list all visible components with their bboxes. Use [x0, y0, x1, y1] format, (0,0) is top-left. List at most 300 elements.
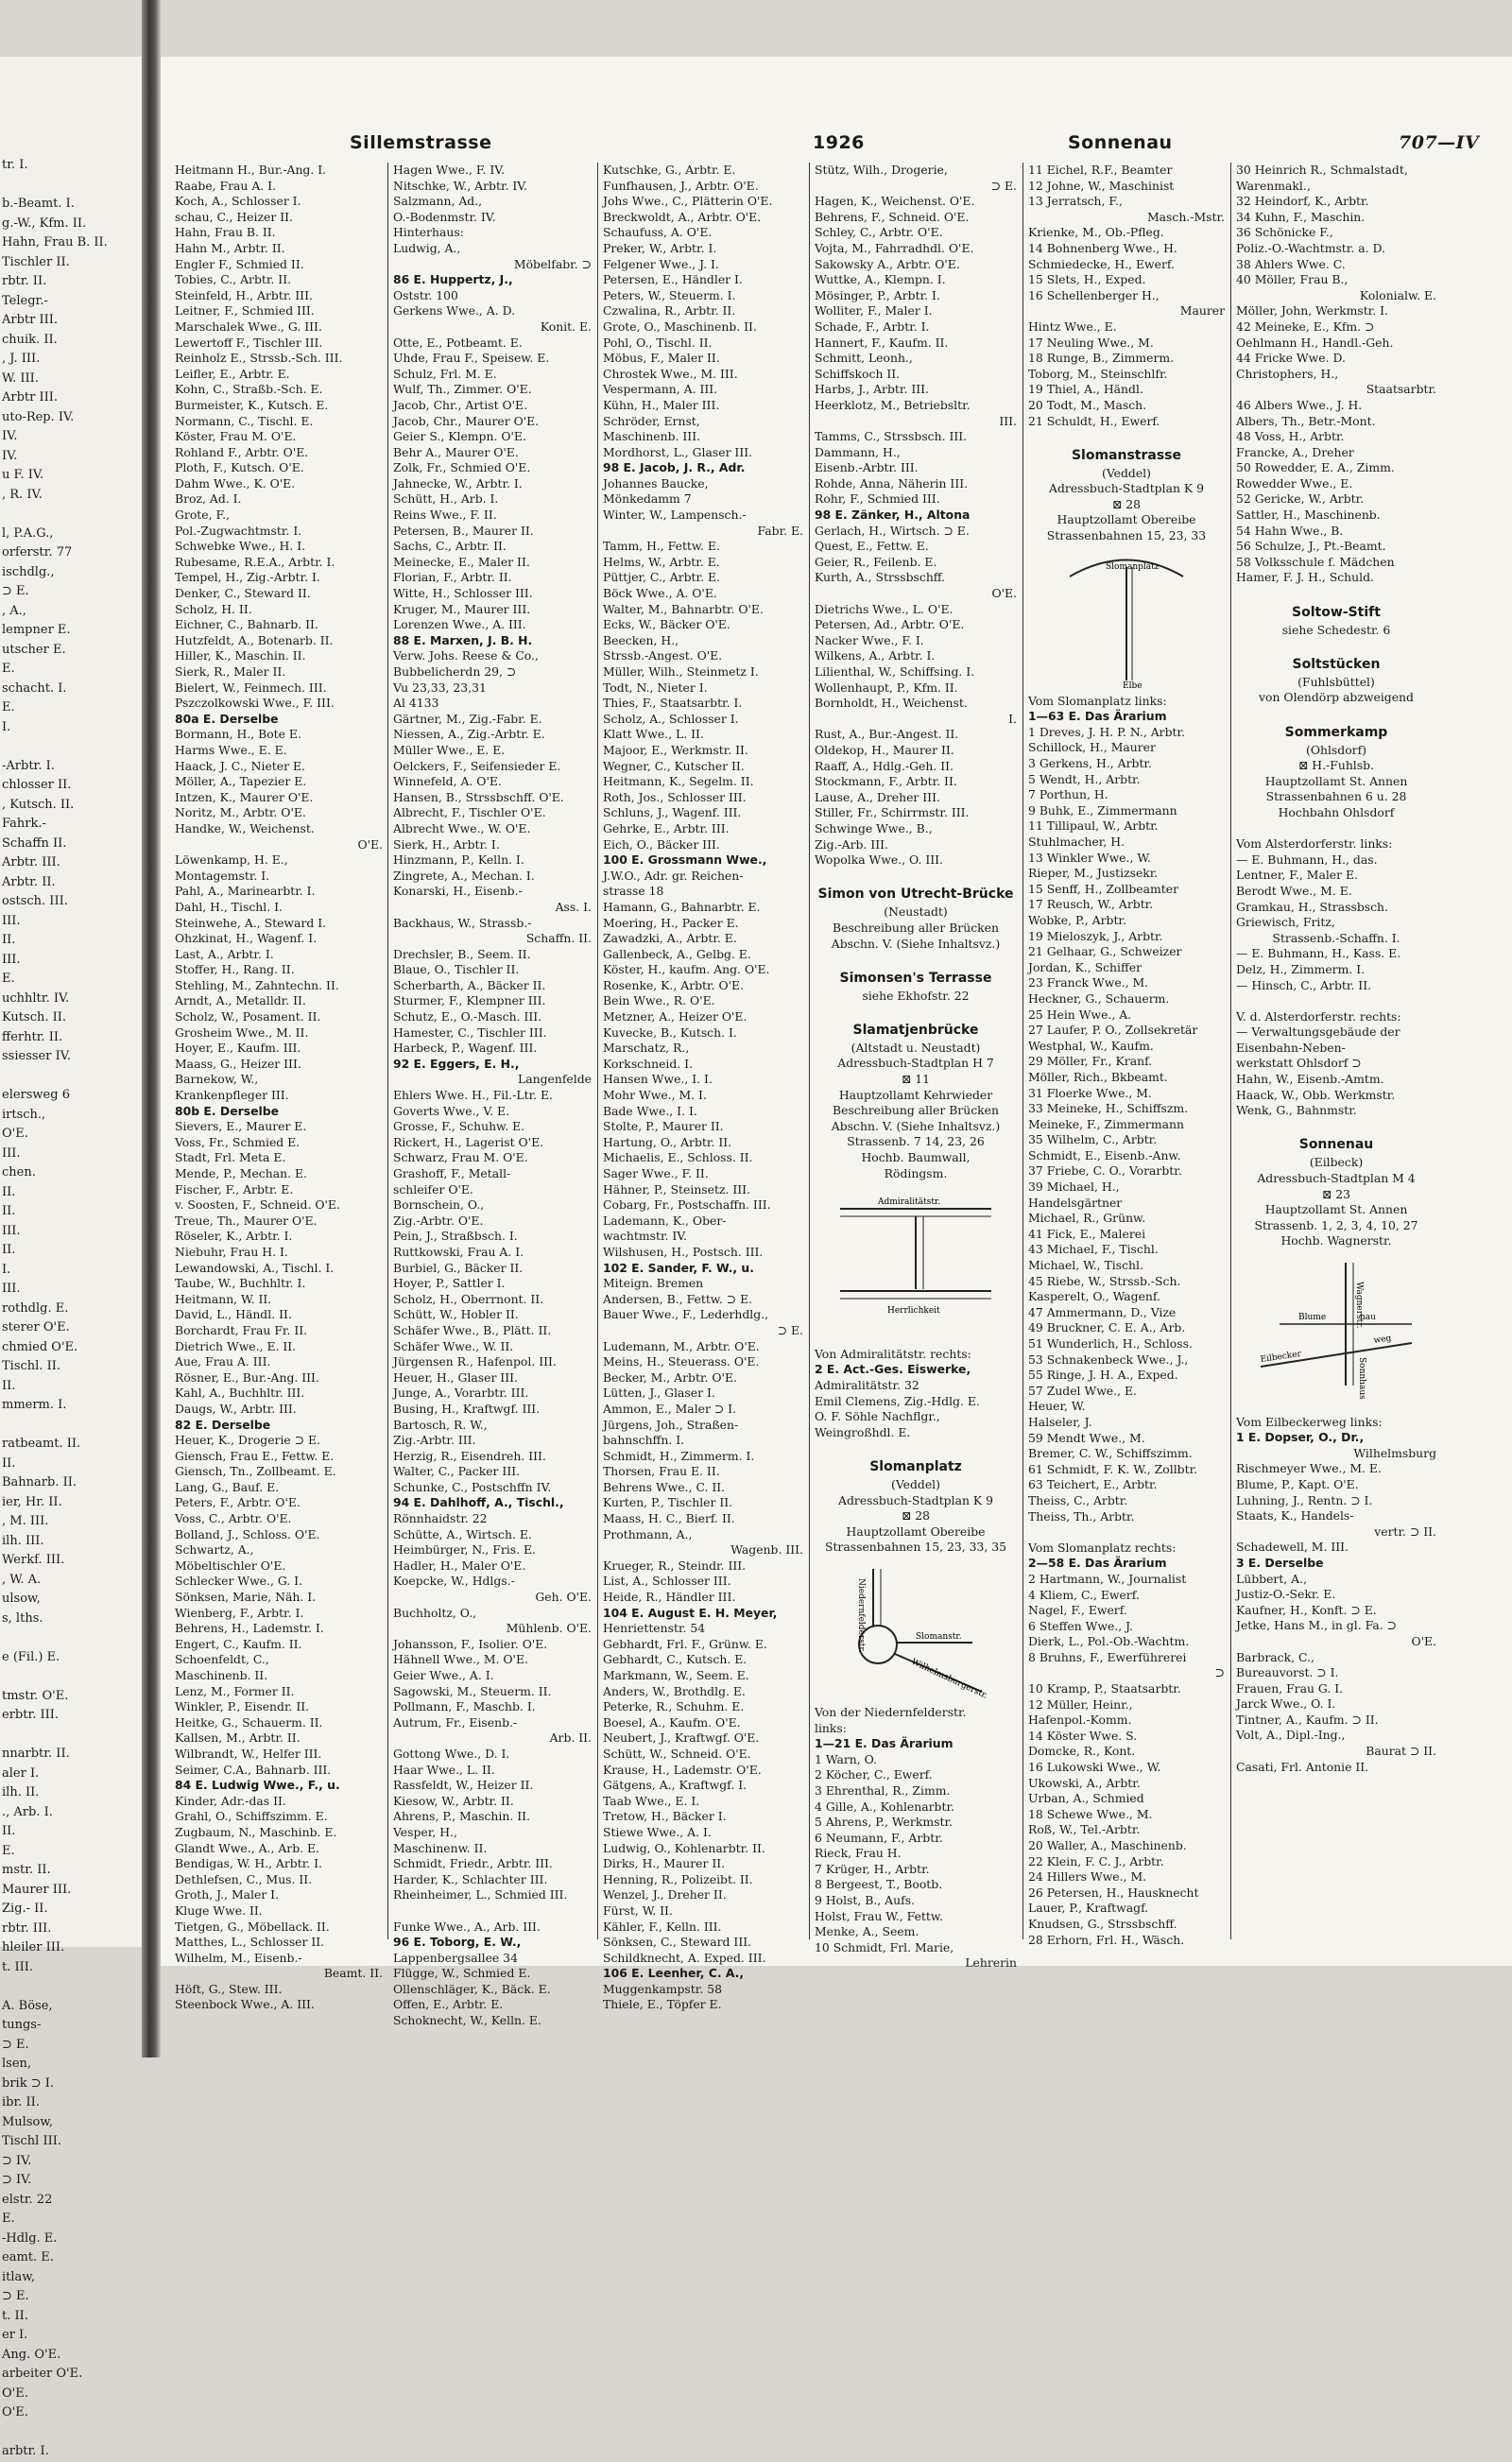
column-5: [1028, 163, 1225, 1958]
resident-entry: Broz, Ad. I.: [175, 491, 242, 507]
resident-entry: Maschinenb. II.: [175, 1668, 268, 1682]
resident-entry: Scholz, H. II.: [175, 601, 252, 616]
resident-entry: Leitner, F., Schmied III.: [175, 303, 315, 319]
house-number-entry: 84 E. Ludwig Wwe., F., u.: [175, 1778, 340, 1793]
resident-entry: Röseler, K., Arbtr. I.: [175, 1229, 293, 1244]
resident-entry: ⊃ E.: [777, 1322, 803, 1337]
facing-page-line: rbtr. III.: [2, 1920, 52, 1936]
resident-entry: Vesper, H.,: [393, 1824, 457, 1839]
facing-page-line: t. III.: [2, 1959, 34, 1974]
resident-entry: Verw. Johs. Reese & Co.,: [393, 648, 539, 663]
resident-entry: Thorsen, Frau E. II.: [603, 1464, 720, 1479]
resident-entry: Volt, A., Dipl.-Ing.,: [1236, 1728, 1346, 1743]
resident-entry: Mühlenb. O'E.: [506, 1621, 592, 1636]
facing-page-line: s, lths.: [2, 1610, 43, 1626]
resident-entry: Schley, C., Arbtr. O'E.: [815, 225, 943, 240]
facing-page-line: lsen,: [2, 2057, 32, 2071]
street-info-line: (Eilbeck): [1309, 1155, 1364, 1170]
resident-entry: Majoor, E., Werkmstr. II.: [603, 742, 748, 757]
resident-entry: David, L., Händl. II.: [175, 1307, 292, 1322]
facing-page-line: rothdlg. E.: [2, 1300, 69, 1316]
resident-entry: 8 Bergeest, T., Bootb.: [815, 1877, 943, 1892]
facing-page-line: Mulsow,: [2, 2114, 54, 2129]
resident-entry: 39 Michael, H.,: [1028, 1179, 1120, 1195]
facing-page-line: -Hdlg. E.: [2, 2230, 58, 2246]
facing-page-line: [0, 505, 132, 525]
resident-entry: Barnekow, W.,: [175, 1072, 259, 1087]
resident-entry: Tamms, C., Strssbsch. III.: [815, 429, 968, 444]
resident-entry: Henning, R., Polizeibt. II.: [603, 1871, 753, 1886]
resident-entry: Kallsen, M., Arbtr. II.: [175, 1730, 301, 1746]
resident-entry: Hagen Wwe., F. IV.: [393, 163, 506, 177]
resident-entry: Stiller, Fr., Schirrmstr. III.: [815, 805, 970, 820]
resident-entry: Lübbert, A.,: [1236, 1571, 1308, 1586]
street-info-line: Hauptzollamt St. Annen: [1264, 773, 1408, 788]
street-heading: Slomanstrasse: [1071, 447, 1182, 463]
resident-entry: 10 Kramp, P., Staatsarbtr.: [1028, 1681, 1181, 1696]
resident-entry: Stoffer, H., Rang. II.: [175, 962, 295, 977]
resident-entry: 54 Hahn Wwe., B.: [1236, 523, 1344, 538]
resident-entry: 1 Dreves, J. H. P. N., Arbtr.: [1028, 724, 1185, 739]
resident-entry: 5 Wendt, H., Arbtr.: [1028, 771, 1141, 786]
resident-entry: 24 Hillers Wwe., M.: [1028, 1869, 1147, 1885]
street-heading: Sommerkamp: [1284, 724, 1388, 740]
street-map: [815, 1559, 1017, 1701]
resident-entry: Strssb.-Angest. O'E.: [603, 648, 723, 663]
resident-entry: Schoknecht, W., Kelln. E.: [393, 2013, 541, 2028]
facing-page-line: ilh. III.: [2, 1533, 44, 1548]
resident-entry: J.W.O., Adr. gr. Reichen-: [603, 868, 744, 883]
resident-entry: Maschinenw. II.: [393, 1840, 488, 1855]
section-note: Vom Alsterdorferstr. links:: [1236, 836, 1393, 852]
resident-entry: Preker, W., Arbtr. I.: [603, 240, 717, 255]
facing-page-line: Zig.- II.: [2, 1902, 48, 1916]
resident-entry: Michaelis, E., Schloss. II.: [603, 1150, 753, 1165]
resident-entry: Eich, O., Bäcker III.: [603, 836, 720, 852]
resident-entry: Schadewell, M. III.: [1236, 1540, 1349, 1555]
resident-entry: Vespermann, A. III.: [603, 382, 718, 397]
street-info-line: Adressbuch-Stadtplan H 7: [837, 1056, 994, 1071]
resident-entry: Geier S., Klempn. O'E.: [393, 429, 526, 444]
facing-page-line: chen.: [2, 1165, 36, 1179]
page-number: 707—IV: [1399, 132, 1480, 153]
resident-entry: Oldekop, H., Maurer II.: [815, 742, 954, 757]
resident-entry: Rowedder Wwe., E.: [1236, 475, 1353, 491]
house-number-entry: 1—63 E. Das Ärarium: [1028, 709, 1167, 724]
resident-entry: Jacob, Chr., Artist O'E.: [393, 397, 528, 412]
resident-entry: Ploth, F., Kutsch. O'E.: [175, 460, 304, 475]
resident-entry: Giensch, Frau E., Fettw. E.: [175, 1448, 335, 1463]
facing-page-line: Maurer III.: [2, 1882, 72, 1897]
resident-entry: Hintz Wwe., E.: [1028, 319, 1117, 334]
facing-page-line: I.: [2, 1262, 11, 1277]
resident-entry: Ludwig, A.,: [393, 240, 461, 255]
page-header: [161, 132, 1512, 161]
map-figure: [815, 1559, 1017, 1701]
column-3: [603, 163, 803, 2012]
resident-entry: Bauer Wwe., F., Lederhdlg.,: [603, 1307, 769, 1322]
resident-entry: Ludwig, O., Kohlenarbtr. II.: [603, 1840, 765, 1855]
facing-page-line: l, P.A.G.,: [2, 525, 54, 541]
resident-entry: Hutzfeldt, A., Botenarb. II.: [175, 632, 334, 647]
facing-page-line: Tischl. II.: [2, 1359, 60, 1373]
resident-entry: Zolk, Fr., Schmied O'E.: [393, 460, 531, 475]
facing-page-line: O'E.: [2, 2405, 28, 2419]
resident-entry: Winnefeld, A. O'E.: [393, 774, 502, 789]
resident-entry: Voss, Fr., Schmied E.: [175, 1134, 301, 1149]
resident-entry: Wilbrandt, W., Helfer III.: [175, 1746, 322, 1761]
resident-entry: 55 Ringe, J. H. A., Exped.: [1028, 1368, 1178, 1383]
resident-entry: Pohl, O., Tischl. II.: [603, 335, 713, 350]
resident-entry: Tietgen, G., Möbellack. II.: [175, 1919, 330, 1934]
resident-entry: Rheinheimer, L., Schmied III.: [393, 1887, 568, 1902]
house-number-entry: 2—58 E. Das Ärarium: [1028, 1556, 1167, 1571]
resident-entry: Schutz, E., O.-Masch. III.: [393, 1009, 542, 1024]
resident-entry: Noritz, M., Arbtr. O'E.: [175, 805, 306, 820]
resident-entry: Scholz, A., Schlosser I.: [603, 711, 739, 726]
facing-page-line: ⊃ IV.: [2, 2153, 32, 2168]
resident-entry: Bremer, C. W., Schiffszimm.: [1028, 1446, 1193, 1461]
resident-entry: Sager Wwe., F. II.: [603, 1166, 709, 1180]
resident-entry: [815, 952, 1017, 968]
resident-entry: Geier Wwe., A. I.: [393, 1668, 494, 1682]
facing-page-line: rbtr. II.: [2, 274, 47, 288]
facing-page-line: eamt. E.: [2, 2250, 54, 2264]
resident-entry: Scholz, W., Posament. II.: [175, 1009, 321, 1024]
resident-entry: Funfhausen, J., Arbtr. O'E.: [603, 178, 759, 193]
resident-entry: Stadt, Frl. Meta E.: [175, 1150, 286, 1165]
house-number-entry: 96 E. Toborg, E. W.,: [393, 1935, 522, 1950]
resident-entry: Steinfeld, H., Arbtr. III.: [175, 287, 313, 302]
resident-entry: Rubesame, R.E.A., Arbtr. I.: [175, 554, 335, 569]
section-note: Von der Niedernfelderstr.: [815, 1704, 967, 1719]
resident-entry: Behrens, H., Lademstr. I.: [175, 1621, 324, 1636]
resident-entry: 61 Schmidt, F. K. W., Zollbtr.: [1028, 1461, 1198, 1476]
resident-entry: Last, A., Arbtr. I.: [175, 946, 274, 961]
resident-entry: Schmiedecke, H., Ewerf.: [1028, 256, 1175, 271]
resident-entry: Bornholdt, H., Weichenst.: [815, 696, 968, 711]
resident-entry: Konit. E.: [540, 319, 592, 334]
resident-entry: Schluns, J., Wagenf. III.: [603, 805, 742, 820]
resident-entry: Kuvecke, B., Kutsch. I.: [603, 1024, 737, 1040]
resident-entry: Warenmakl.,: [1236, 178, 1311, 193]
resident-entry: Kurth, A., Strssbschff.: [815, 570, 946, 585]
resident-entry: Schmidt, E., Eisenb.-Anw.: [1028, 1147, 1181, 1162]
resident-entry: v. Soosten, F., Schneid. O'E.: [175, 1197, 340, 1213]
resident-entry: Lütten, J., Glaser I.: [603, 1386, 715, 1401]
resident-entry: [815, 1440, 1017, 1456]
resident-entry: Andersen, B., Fettw. ⊃ E.: [603, 1291, 753, 1306]
resident-entry: Dahl, H., Tischl. I.: [175, 899, 283, 914]
facing-page-line: [0, 737, 132, 757]
resident-entry: Nacker Wwe., F. I.: [815, 632, 924, 647]
facing-page-line: W. III.: [2, 370, 39, 386]
resident-entry: Grosheim Wwe., M. II.: [175, 1024, 309, 1040]
resident-entry: Reins Wwe., F. II.: [393, 508, 497, 523]
resident-entry: 32 Heindorf, K., Arbtr.: [1236, 194, 1369, 209]
house-number-entry: 1—21 E. Das Ärarium: [815, 1736, 954, 1751]
resident-entry: Grote, F.,: [175, 508, 231, 523]
resident-entry: Heuer, W.: [1028, 1399, 1086, 1414]
street-info-line: ⊠ 11: [901, 1072, 931, 1087]
facing-page-line: tmstr. O'E.: [2, 1688, 69, 1703]
street-info-line: Rödingsm.: [884, 1165, 948, 1180]
resident-entry: Arb. II.: [549, 1730, 592, 1746]
resident-entry: strasse 18: [603, 884, 664, 899]
resident-entry: Czwalina, R., Arbtr. II.: [603, 303, 736, 319]
resident-entry: Grashoff, F., Metall-: [393, 1166, 511, 1180]
resident-entry: [815, 869, 1017, 885]
resident-entry: Seimer, C.A., Bahnarb. III.: [175, 1762, 332, 1777]
facing-page-line: ilh. II.: [2, 1785, 40, 1799]
resident-entry: Vojta, M., Fahrradhdl. O'E.: [815, 240, 974, 255]
resident-entry: Lauer, P., Kraftwagf.: [1028, 1901, 1149, 1916]
resident-entry: Rieper, M., Justizsekr.: [1028, 866, 1159, 881]
facing-page-line: Hahn, Frau B. II.: [2, 235, 108, 250]
street-info-line: Strassenb.-Schaffn. I.: [1272, 930, 1400, 945]
resident-entry: Schaufuss, A. O'E.: [603, 225, 713, 240]
street-info-line: Beschreibung aller Brücken: [833, 920, 999, 935]
resident-entry: Ruttkowski, Frau A. I.: [393, 1244, 524, 1259]
resident-entry: Behr A., Maurer O'E.: [393, 444, 519, 459]
street-info-line: Hochbahn Ohlsdorf: [1278, 804, 1395, 819]
resident-entry: Pszczolkowski Wwe., F. III.: [175, 696, 335, 711]
resident-entry: Schunke, C., Postschffn IV.: [393, 1479, 552, 1494]
resident-entry: Löwenkamp, H. E.,: [175, 852, 288, 868]
resident-entry: Bartosch, R. W.,: [393, 1417, 488, 1432]
resident-entry: werkstatt Ohlsdorf ⊃: [1236, 1056, 1362, 1071]
facing-page-line: II.: [2, 1204, 16, 1218]
resident-entry: Hamester, C., Tischler III.: [393, 1024, 547, 1040]
street-map: [815, 1185, 1017, 1327]
resident-entry: Bureauvorst. ⊃ I.: [1236, 1665, 1339, 1680]
resident-entry: Maschinenb. III.: [603, 429, 701, 444]
resident-entry: Fabr. E.: [757, 523, 803, 538]
resident-entry: Walter, M., Bahnarbtr. O'E.: [603, 601, 764, 616]
resident-entry: Schade, F., Arbtr. I.: [815, 319, 930, 334]
resident-entry: Muggenkampstr. 58: [603, 1981, 722, 1996]
facing-page-line: uchhltr. IV.: [2, 990, 70, 1006]
resident-entry: Hahn M., Arbtr. II.: [175, 240, 285, 255]
header-year: 1926: [813, 132, 865, 153]
house-number-entry: 100 E. Grossmann Wwe.,: [603, 852, 767, 868]
resident-entry: Domcke, R., Kont.: [1028, 1744, 1136, 1759]
facing-page-line: ssiesser IV.: [2, 1049, 71, 1063]
resident-entry: Wenzel, J., Dreher II.: [603, 1887, 727, 1902]
resident-entry: Handke, W., Weichenst.: [175, 820, 315, 835]
resident-entry: Rohde, Anna, Näherin III.: [815, 475, 969, 491]
resident-entry: 29 Möller, Fr., Kranf.: [1028, 1054, 1153, 1069]
resident-entry: Bade Wwe., I. I.: [603, 1103, 697, 1118]
resident-entry: Rassfeldt, W., Heizer II.: [393, 1778, 534, 1793]
facing-page-line: -Arbtr. I.: [2, 758, 55, 773]
facing-page-line: arbtr. I.: [2, 2444, 49, 2458]
resident-entry: 7 Porthun, H.: [1028, 787, 1108, 802]
resident-entry: Bubbelicherdn 29, ⊃: [393, 664, 517, 679]
facing-page-line: chmied O'E.: [2, 1339, 78, 1354]
facing-page-line: hleiler III.: [2, 1940, 65, 1954]
resident-entry: Kruger, M., Maurer III.: [393, 601, 531, 616]
resident-entry: Backhaus, W., Strassb.-: [393, 915, 532, 930]
facing-page-line: ratbeamt. II.: [2, 1437, 81, 1451]
resident-entry: Marschalek Wwe., G. III.: [175, 319, 322, 334]
resident-entry: Menke, A., Seem.: [815, 1924, 919, 1939]
resident-entry: Wulf, Th., Zimmer. O'E.: [393, 382, 532, 397]
facing-page-line: Bahnarb. II.: [2, 1475, 77, 1489]
header-right-street: Sonnenau: [1068, 132, 1173, 153]
resident-entry: III.: [999, 413, 1017, 428]
street-info-line: Adressbuch-Stadtplan K 9: [1049, 481, 1204, 496]
resident-entry: 2 Hartmann, W., Journalist: [1028, 1571, 1187, 1586]
resident-entry: Hoyer, P., Sattler I.: [393, 1276, 506, 1291]
resident-entry: Gebhardt, Frl. F., Grünw. E.: [603, 1636, 767, 1651]
resident-entry: Petersen, B., Maurer II.: [393, 523, 534, 538]
map-label: Wagnerstr.: [1354, 1282, 1364, 1329]
resident-entry: Mösinger, P., Arbtr. I.: [815, 287, 940, 302]
resident-entry: Eichner, C., Bahnarb. II.: [175, 617, 318, 632]
street-info-line: Hochb. Wagnerstr.: [1280, 1233, 1392, 1248]
street-info-line: Strassenb. 1, 2, 3, 4, 10, 27: [1254, 1217, 1418, 1232]
resident-entry: Peterke, R., Schuhm. E.: [603, 1699, 745, 1714]
street-info-line: siehe Schedestr. 6: [1281, 622, 1391, 637]
street-heading: Slomanplatz: [869, 1458, 962, 1474]
resident-entry: 26 Petersen, H., Hausknecht: [1028, 1885, 1199, 1900]
resident-entry: Schoenfeldt, C.,: [175, 1652, 269, 1667]
resident-entry: Hartung, O., Arbtr. II.: [603, 1134, 732, 1149]
resident-entry: Zig.-Arb. III.: [815, 836, 888, 852]
resident-entry: Sönksen, C., Steward III.: [603, 1935, 752, 1950]
resident-entry: Wilshusen, H., Postsch. III.: [603, 1244, 764, 1259]
facing-page-line: [0, 1667, 132, 1687]
resident-entry: Beecken, H.,: [603, 632, 679, 647]
resident-entry: 20 Waller, A., Maschinenb.: [1028, 1838, 1187, 1852]
resident-entry: O'E.: [1411, 1633, 1436, 1648]
column-6: [1236, 163, 1436, 1958]
resident-entry: Möller, A., Tapezier E.: [175, 774, 307, 789]
street-info-line: Hauptzollamt Obereibe: [1057, 512, 1196, 527]
resident-entry: [1236, 821, 1436, 837]
facing-page-line: ostsch. III.: [2, 894, 68, 908]
resident-entry: 31 Floerke Wwe., M.: [1028, 1085, 1152, 1100]
facing-page-line: [0, 1416, 132, 1436]
resident-entry: Staats, K., Handels-: [1236, 1508, 1354, 1524]
resident-entry: Daugs, W., Arbtr. III.: [175, 1401, 297, 1416]
resident-entry: 15 Senff, H., Zollbeamter: [1028, 881, 1178, 896]
resident-entry: Witte, H., Schlosser III.: [393, 586, 533, 601]
street-info-line: Hauptzollamt Obereibe: [846, 1524, 986, 1539]
street-info-line: (Fuhlsbüttel): [1297, 674, 1375, 689]
resident-entry: Thies, F., Staatsarbtr. I.: [603, 696, 743, 711]
resident-entry: Bolland, J., Schloss. O'E.: [175, 1526, 320, 1541]
resident-entry: Taube, W., Buchhltr. I.: [175, 1276, 306, 1291]
resident-entry: Hahn, W., Eisenb.-Amtm.: [1236, 1072, 1384, 1087]
facing-page-line: II.: [2, 1455, 16, 1471]
resident-entry: Sievers, E., Maurer E.: [175, 1119, 307, 1134]
resident-entry: Geh. O'E.: [535, 1590, 592, 1605]
house-number-entry: 106 E. Leenher, C. A.,: [603, 1966, 745, 1981]
resident-entry: Borchardt, Frau Fr. II.: [175, 1322, 308, 1337]
resident-entry: O'E.: [991, 586, 1017, 601]
resident-entry: Holst, Frau W., Fettw.: [815, 1908, 943, 1923]
resident-entry: Hahn, Frau B. II.: [175, 225, 276, 240]
facing-page-line: O'E.: [2, 1127, 28, 1141]
resident-entry: [1236, 1119, 1436, 1135]
house-number-entry: 2 E. Act.-Ges. Eiswerke,: [815, 1362, 971, 1377]
resident-entry: Ludemann, M., Arbtr. O'E.: [603, 1338, 760, 1353]
facing-page-line: E.: [2, 700, 15, 714]
facing-page-line: [0, 1067, 132, 1087]
resident-entry: Al 4133: [393, 696, 439, 711]
resident-entry: Wobke, P., Arbtr.: [1028, 912, 1126, 927]
house-number-entry: 88 E. Marxen, J. B. H.: [393, 632, 533, 647]
resident-entry: 57 Zudel Wwe., E.: [1028, 1383, 1137, 1398]
facing-page-line: chlosser II.: [2, 778, 72, 792]
resident-entry: Langenfelde: [518, 1072, 592, 1087]
resident-entry: Wollenhaupt, P., Kfm. II.: [815, 680, 958, 695]
resident-entry: 16 Lukowski Wwe., W.: [1028, 1760, 1161, 1775]
resident-entry: — E. Buhmann, H., das.: [1236, 852, 1378, 867]
resident-entry: Hadler, H., Maler O'E.: [393, 1558, 526, 1573]
map-label: Admiralitätstr.: [878, 1197, 941, 1208]
resident-entry: Sachs, C., Arbtr. II.: [393, 539, 507, 554]
resident-entry: Lappenbergsallee 34: [393, 1950, 518, 1965]
resident-entry: Blaue, O., Tischler II.: [393, 962, 520, 977]
resident-entry: Konarski, H., Eisenb.-: [393, 884, 523, 899]
resident-entry: 21 Schuldt, H., Ewerf.: [1028, 413, 1160, 428]
resident-entry: Ass. I.: [555, 899, 592, 914]
resident-entry: Heitmann H., Bur.-Ang. I.: [175, 163, 327, 177]
street-info-line: Adressbuch-Stadtplan M 4: [1257, 1171, 1416, 1186]
resident-entry: Westphal, W., Kaufm.: [1028, 1038, 1154, 1053]
resident-entry: Theiss, C., Arbtr.: [1028, 1492, 1128, 1507]
resident-entry: Kluge Wwe. II.: [175, 1902, 263, 1918]
resident-entry: Rohland F., Arbtr. O'E.: [175, 444, 309, 459]
resident-entry: Autrum, Fr., Eisenb.-: [393, 1714, 518, 1730]
resident-entry: Leifler, E., Arbtr. E.: [175, 366, 290, 381]
resident-entry: Kinder, Adr.-das II.: [175, 1793, 286, 1808]
resident-entry: Petersen, Ad., Arbtr. O'E.: [815, 617, 965, 632]
facing-page-line: E.: [2, 972, 15, 986]
resident-entry: Burbiel, G., Bäcker II.: [393, 1260, 524, 1275]
resident-entry: Bein Wwe., R. O'E.: [603, 993, 715, 1008]
resident-entry: Nitschke, W., Arbtr. IV.: [393, 178, 527, 193]
resident-entry: 35 Wilhelm, C., Arbtr.: [1028, 1132, 1158, 1147]
resident-entry: Dirks, H., Maurer II.: [603, 1856, 726, 1871]
resident-entry: O'E.: [357, 836, 383, 852]
resident-entry: Krankenpfleger III.: [175, 1088, 289, 1103]
facing-page-line: mstr. II.: [2, 1863, 51, 1877]
resident-entry: Urban, A., Schmied: [1028, 1791, 1144, 1806]
facing-page-line: b.-Beamt. I.: [2, 197, 75, 211]
resident-entry: Lang, G., Bauf. E.: [175, 1479, 280, 1494]
resident-entry: 38 Ahlers Wwe. C.: [1236, 256, 1346, 271]
resident-entry: [1236, 1399, 1436, 1415]
resident-entry: Gerlach, H., Wirtsch. ⊃ E.: [815, 523, 970, 538]
facing-page-line: II.: [2, 1378, 16, 1393]
resident-entry: Tobies, C., Arbtr. II.: [175, 272, 292, 287]
resident-entry: Sierk, R., Maler II.: [175, 664, 286, 679]
resident-entry: Petersen, E., Händler I.: [603, 272, 743, 287]
map-figure: [1236, 1253, 1436, 1400]
resident-entry: Kaufner, H., Konft. ⊃ E.: [1236, 1602, 1377, 1617]
resident-entry: Möller, Rich., Bkbeamt.: [1028, 1069, 1168, 1084]
resident-entry: Marschatz, R.,: [603, 1041, 690, 1056]
resident-entry: 21 Gelhaar, G., Schweizer: [1028, 944, 1182, 959]
resident-entry: Schiffskoch II.: [815, 366, 901, 381]
resident-entry: Albers, Th., Betr.-Mont.: [1236, 413, 1376, 428]
resident-entry: Jetke, Hans M., in gl. Fa. ⊃: [1236, 1618, 1398, 1633]
resident-entry: Ammon, E., Maler ⊃ I.: [603, 1401, 737, 1416]
